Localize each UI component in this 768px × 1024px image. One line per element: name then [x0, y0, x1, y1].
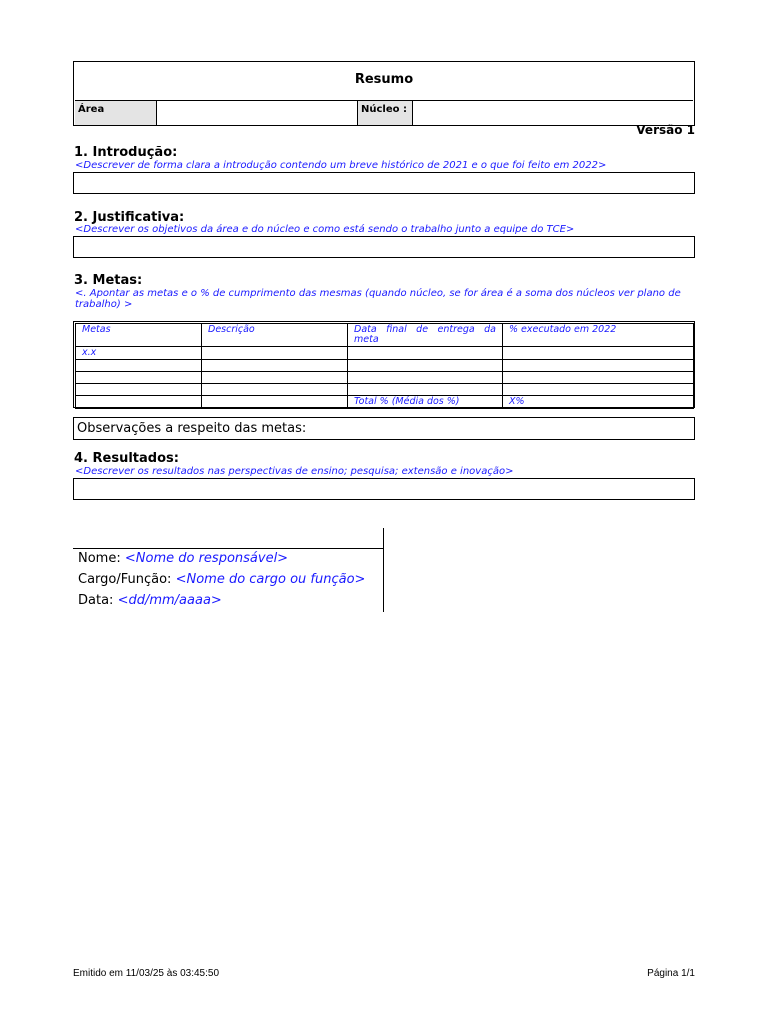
area-value-cell[interactable]: [157, 101, 358, 125]
table-cell[interactable]: [503, 372, 694, 384]
resultados-textbox[interactable]: [73, 478, 695, 500]
table-cell[interactable]: [503, 384, 694, 396]
table-cell[interactable]: [348, 384, 503, 396]
table-cell: [76, 396, 202, 409]
metas-table: [75, 323, 694, 409]
metas-table-frame: [73, 321, 695, 408]
intro-textbox[interactable]: [73, 172, 695, 194]
cargo-label: Cargo/Função:: [78, 572, 172, 587]
total-label-cell: Total % (Média dos %): [348, 396, 503, 409]
table-row: [76, 384, 694, 396]
section-intro-title: 1. Introdução:: [74, 145, 178, 160]
table-cell[interactable]: [348, 372, 503, 384]
nome-label: Nome:: [78, 551, 121, 566]
version-label: Versão 1: [636, 123, 695, 137]
table-cell[interactable]: [202, 347, 348, 360]
header-box: [73, 61, 695, 126]
table-cell[interactable]: [76, 372, 202, 384]
table-cell[interactable]: x.x: [76, 347, 202, 360]
table-cell[interactable]: [503, 347, 694, 360]
nucleo-value-cell[interactable]: [413, 101, 693, 125]
metas-header-cell: Data final de entrega da meta: [348, 324, 503, 347]
nucleo-label: Núcleo :: [361, 104, 407, 115]
data-label: Data:: [78, 593, 114, 608]
section-justificativa-title: 2. Justificativa:: [74, 210, 185, 225]
header-row: [75, 100, 693, 125]
observacoes-label: Observações a respeito das metas:: [77, 421, 307, 436]
signature-vertical-line: [383, 528, 384, 612]
area-label-cell: [75, 101, 157, 125]
table-cell[interactable]: [348, 360, 503, 372]
table-total-row: [76, 396, 694, 409]
table-cell[interactable]: [503, 360, 694, 372]
total-value-cell[interactable]: X%: [503, 396, 694, 409]
section-metas-hint: <. Apontar as metas e o % de cumprimento das mesmas (quando núcleo, se for área é a soma dos núcleos ver plano de trabalho) >: [75, 288, 681, 310]
table-cell[interactable]: [76, 360, 202, 372]
metas-header-row: [76, 324, 694, 347]
table-row: [76, 372, 694, 384]
table-cell[interactable]: [348, 347, 503, 360]
observacoes-box[interactable]: [73, 417, 695, 440]
table-cell: [202, 396, 348, 409]
table-row: [76, 360, 694, 372]
cargo-value[interactable]: <Nome do cargo ou função>: [175, 572, 366, 587]
table-cell[interactable]: [76, 384, 202, 396]
justificativa-textbox[interactable]: [73, 236, 695, 258]
data-value[interactable]: <dd/mm/aaaa>: [117, 593, 222, 608]
nome-value[interactable]: <Nome do responsável>: [124, 551, 289, 566]
nucleo-label-cell: [358, 101, 413, 125]
metas-header-cell: % executado em 2022: [503, 324, 694, 347]
section-intro-hint: <Descrever de forma clara a introdução contendo um breve histórico de 2021 e o que foi feito em 2022>: [75, 160, 607, 171]
signature-line: [73, 548, 384, 549]
signature-data: [78, 593, 222, 608]
section-resultados-title: 4. Resultados:: [74, 451, 179, 466]
signature-cargo: [78, 572, 365, 587]
section-justificativa-hint: <Descrever os objetivos da área e do núcleo e como está sendo o trabalho junto a equipe do TCE>: [75, 224, 575, 235]
metas-header-cell: Metas: [76, 324, 202, 347]
document-title: Resumo: [354, 72, 414, 87]
table-row: [76, 347, 694, 360]
footer-page-number: Página 1/1: [647, 968, 695, 979]
table-cell[interactable]: [202, 384, 348, 396]
metas-header-cell: Descrição: [202, 324, 348, 347]
table-cell[interactable]: [202, 372, 348, 384]
area-label: Área: [78, 104, 105, 115]
table-cell[interactable]: [202, 360, 348, 372]
signature-nome: [78, 551, 288, 566]
section-metas-title: 3. Metas:: [74, 273, 143, 288]
section-resultados-hint: <Descrever os resultados nas perspectivas de ensino; pesquisa; extensão e inovação>: [75, 466, 514, 477]
footer-emitted: Emitido em 11/03/25 às 03:45:50: [73, 968, 220, 979]
